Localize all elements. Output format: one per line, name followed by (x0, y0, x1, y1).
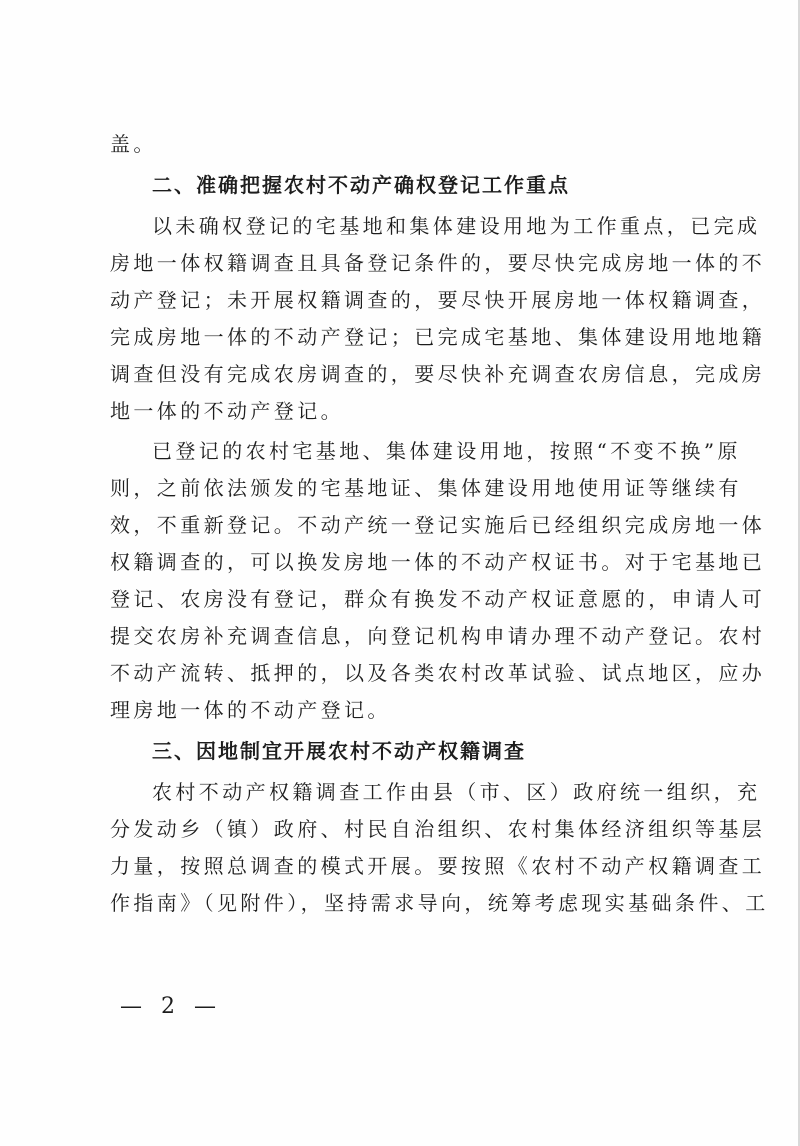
text-line: 权籍调查的，可以换发房地一体的不动产权证书。对于宅基地已 (110, 550, 766, 574)
text-line: 理房地一体的不动产登记。 (110, 698, 391, 722)
text-line: 提交农房补充调查信息，向登记机构申请办理不动产登记。农村 (110, 624, 766, 648)
text-line: 调查但没有完成农房调查的，要尽快补充调查农房信息，完成房 (110, 362, 766, 386)
text-line: 地一体的不动产登记。 (110, 399, 344, 423)
text-line: 不动产流转、抵押的，以及各类农村改革试验、试点地区，应办 (110, 661, 766, 685)
text-line: 农村不动产权籍调查工作由县（市、区）政府统一组织，充 (152, 780, 761, 804)
paragraph-3a (110, 774, 769, 922)
text-line: 作指南》（见附件），坚持需求导向，统筹考虑现实基础条件、工 (110, 891, 769, 915)
text-line: 以未确权登记的宅基地和集体建设用地为工作重点，已完成 (152, 214, 761, 238)
page-number: — 2 — (120, 994, 222, 1019)
text-line: 登记、农房没有登记，群众有换发不动产权证意愿的，申请人可 (110, 587, 766, 611)
paragraph-2b (110, 433, 766, 729)
text-line: 效，不重新登记。不动产统一登记实施后已经组织完成房地一体 (110, 513, 766, 537)
document-body (110, 126, 769, 922)
continued-text: 盖。 (110, 132, 157, 156)
text-line: 已登记的农村宅基地、集体建设用地，按照“不变不换”原 (152, 439, 741, 463)
paragraph-2a (110, 208, 766, 430)
section-heading-3: 三、因地制宜开展农村不动产权籍调查 (152, 739, 526, 763)
text-line: 动产登记；未开展权籍调查的，要尽快开展房地一体权籍调查， (110, 288, 766, 312)
text-line: 则，之前依法颁发的宅基地证、集体建设用地使用证等继续有 (110, 476, 742, 500)
text-line: 完成房地一体的不动产登记；已完成宅基地、集体建设用地地籍 (110, 325, 766, 349)
text-line: 房地一体权籍调查且具备登记条件的，要尽快完成房地一体的不 (110, 251, 766, 275)
text-line: 分发动乡（镇）政府、村民自治组织、农村集体经济组织等基层 (110, 817, 766, 841)
text-line: 力量，按照总调查的模式开展。要按照《农村不动产权籍调查工 (110, 854, 766, 878)
section-heading-2: 二、准确把握农村不动产确权登记工作重点 (152, 173, 570, 197)
